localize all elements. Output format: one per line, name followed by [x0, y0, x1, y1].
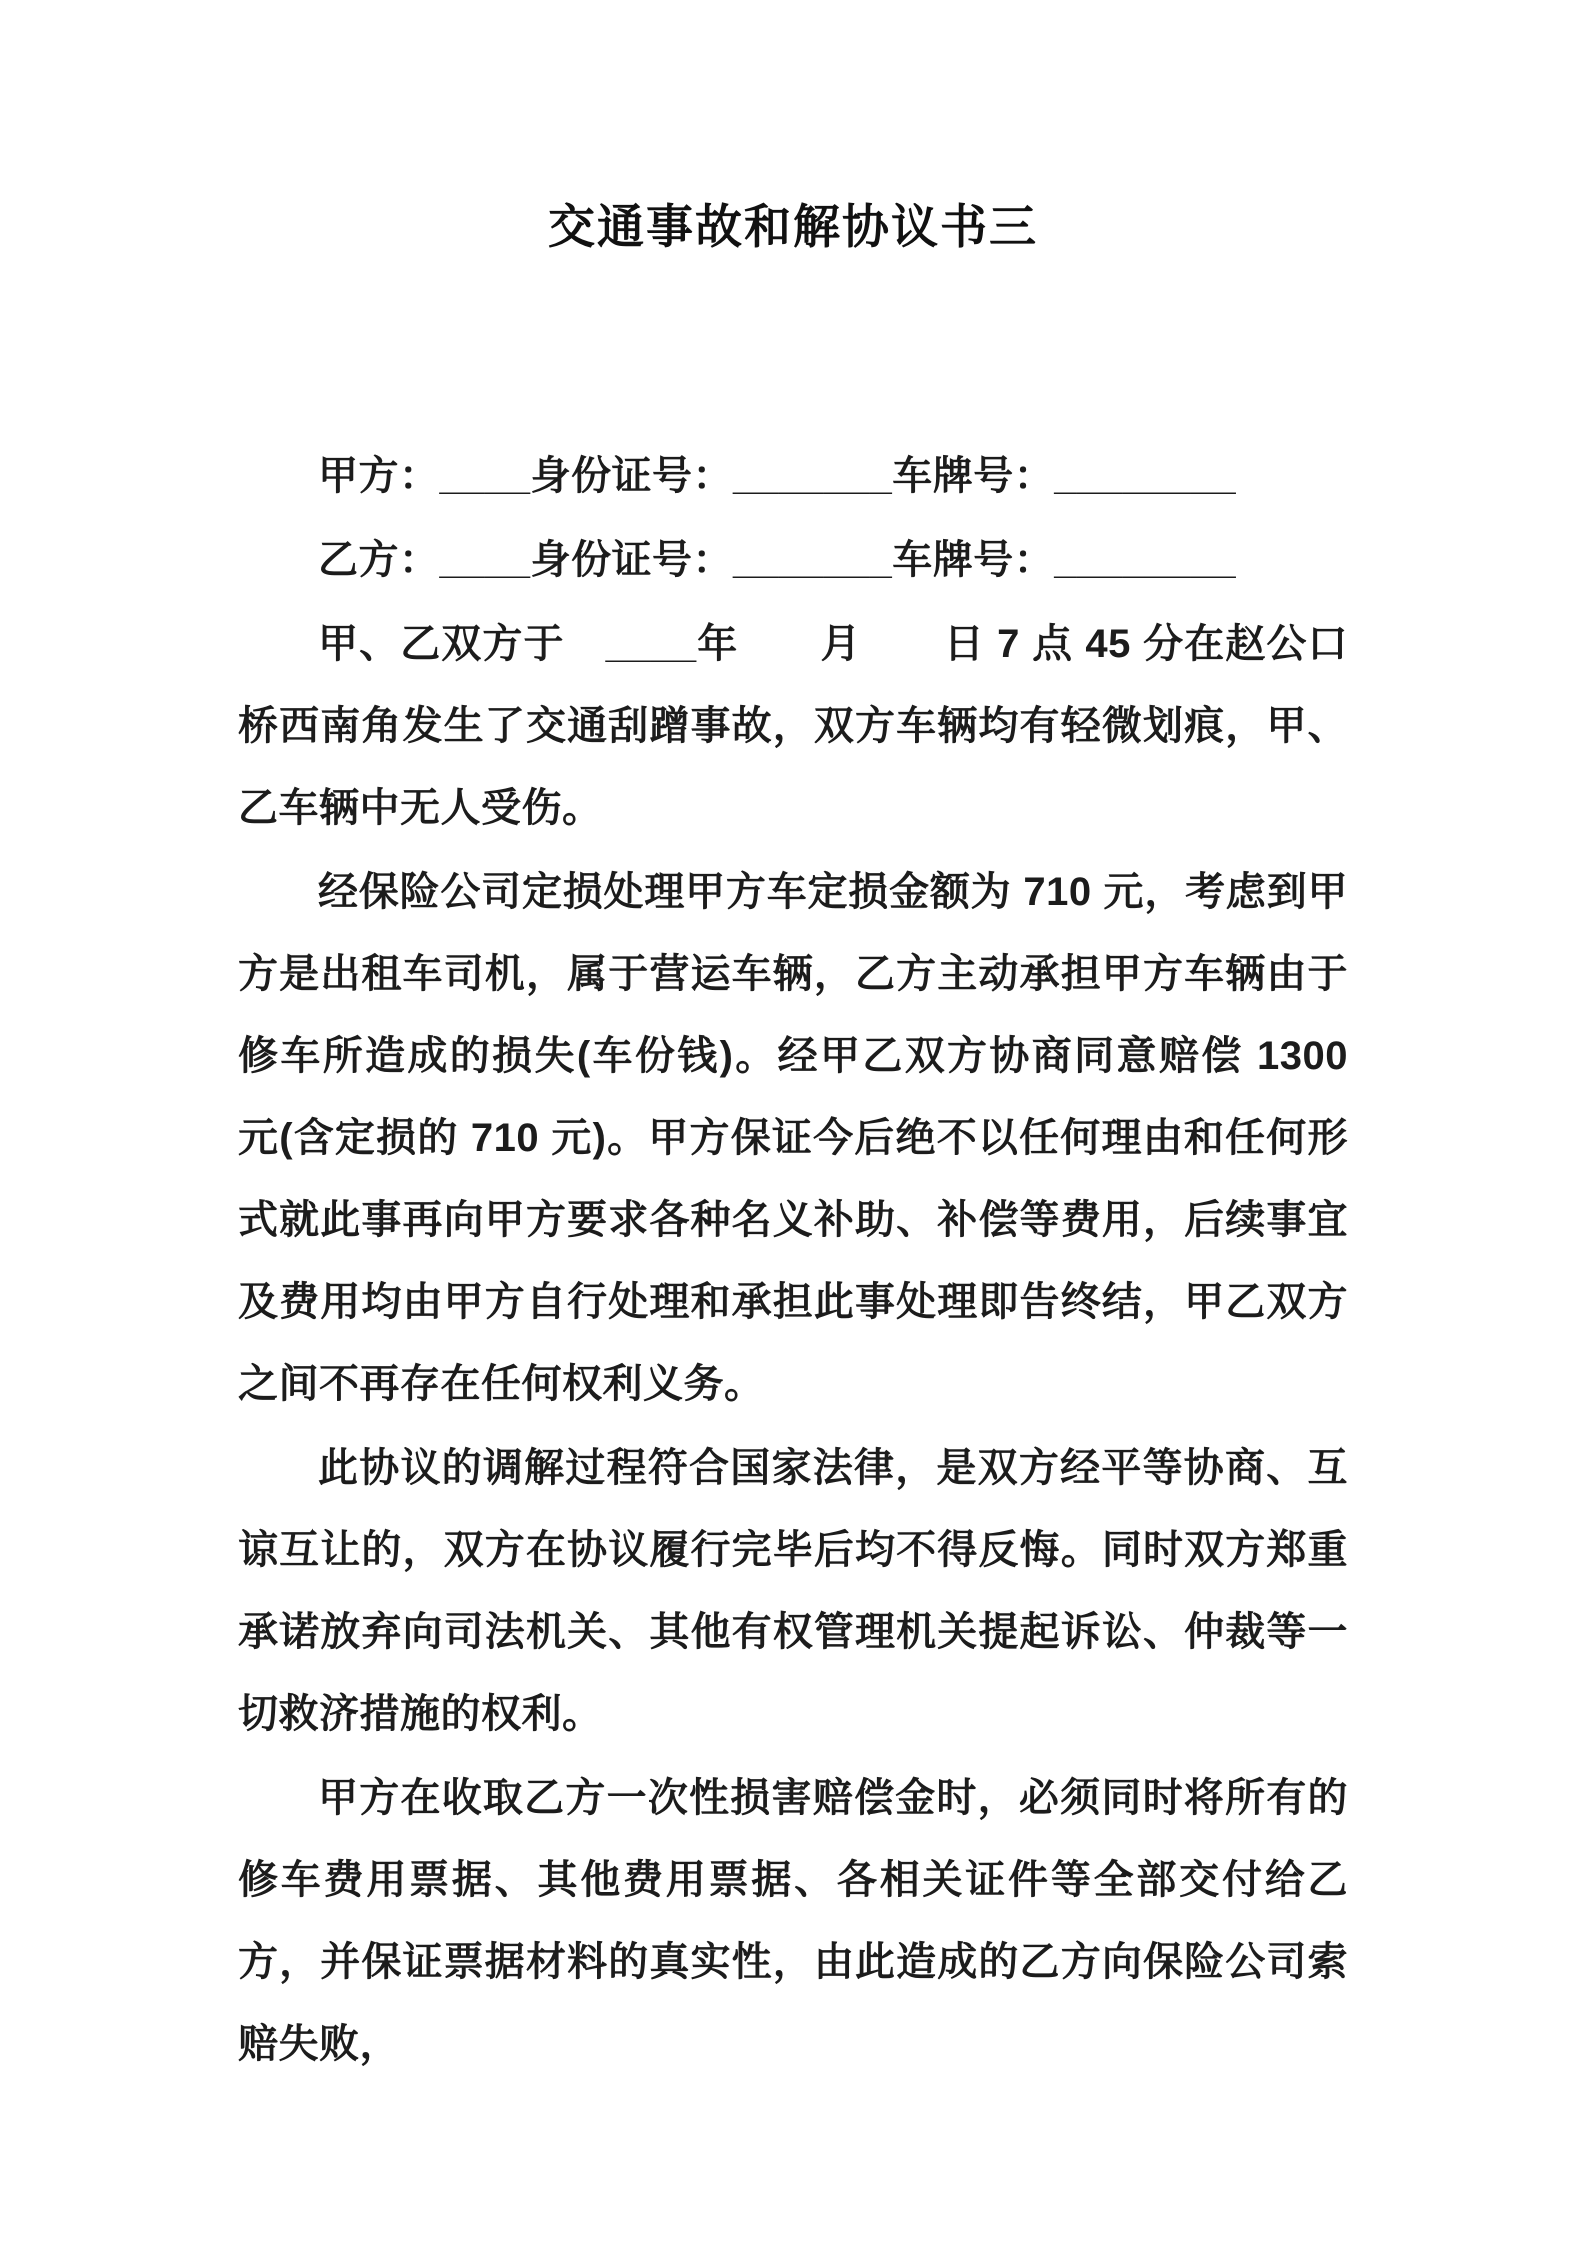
paragraph-accident-description: 甲、乙双方于 ____年 月 日 7 点 45 分在赵公口桥西南角发生了交通刮蹭事故，双方车辆均有轻微划痕，甲、乙车辆中无人受伤。: [238, 622, 1348, 830]
paragraph-party-b: 乙方：____身份证号：_______车牌号：________: [318, 538, 1237, 582]
paragraph-compensation-terms: 经保险公司定损处理甲方车定损金额为 710 元，考虑到甲方是出租车司机，属于营运车辆，乙方主动承担甲方车辆由于修车所造成的损失(车份钱)。经甲乙双方协商同意赔偿 1300 元(含定损的 710 元)。甲方保证今后绝不以任何理由和任何形式就此事再向甲方要求各种名义补助、补偿等费用，后续事宜及费用均由甲方自行处理和承担此事处理即告终结，甲乙双方之间不再存在任何权利义务。: [238, 870, 1348, 1406]
paragraph-payment-conditions: 甲方在收取乙方一次性损害赔偿金时，必须同时将所有的修车费用票据、其他费用票据、各相关证件等全部交付给乙方，并保证票据材料的真实性，由此造成的乙方向保险公司索赔失败，: [238, 1776, 1348, 2066]
paragraph-party-a: 甲方：____身份证号：_______车牌号：________: [318, 454, 1237, 498]
document-title: 交通事故和解协议书三: [548, 200, 1038, 253]
paragraph-legal-agreement: 此协议的调解过程符合国家法律，是双方经平等协商、互谅互让的，双方在协议履行完毕后均不得反悔。同时双方郑重承诺放弃向司法机关、其他有权管理机关提起诉讼、仲裁等一切救济措施的权利。: [238, 1446, 1348, 1736]
